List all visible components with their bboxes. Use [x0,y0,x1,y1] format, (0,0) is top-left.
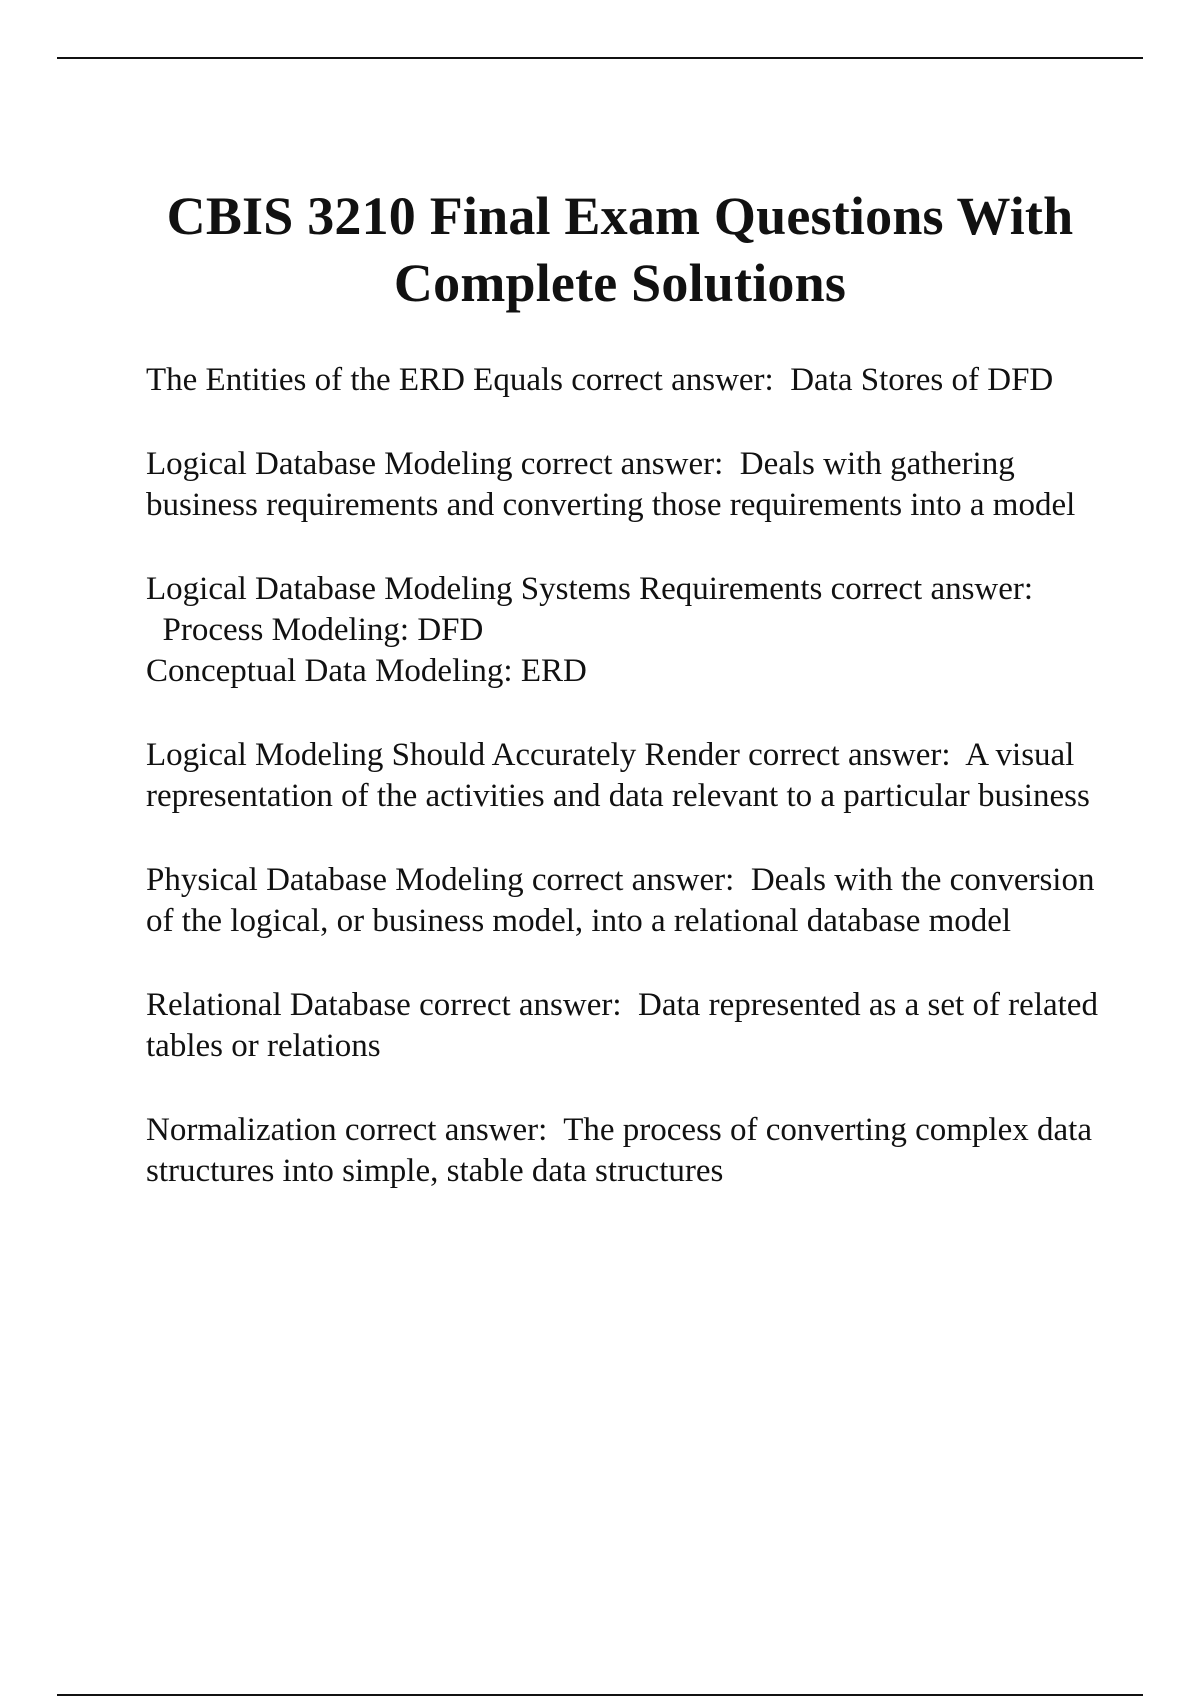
qa-term: Logical Modeling Should Accurately Render [146,737,740,773]
qa-answer: Deals with the conversion of the logical, or business model, into a relational database model [146,862,1095,939]
qa-answer: Deals with gathering business requirements and converting those requirements into a model [146,446,1076,523]
qa-item-normalization [146,1110,1106,1192]
title-line-2: Complete Solutions [393,253,847,313]
qa-item-logical-db-systems-requirements [146,569,1106,692]
qa-answer: Data Stores of DFD [790,362,1054,398]
qa-answer-line-2: Conceptual Data Modeling: ERD [146,653,587,689]
qa-answer-marker: correct answer: [419,987,622,1023]
qa-answer: A visual representation of the activities and data relevant to a particular business [146,737,1090,814]
qa-item-logical-modeling-render [146,735,1106,817]
qa-answer-marker: correct answer: [520,446,724,482]
qa-answer-marker: correct answer: [571,362,774,398]
qa-item-physical-db-modeling [146,860,1106,942]
qa-term: Relational Database [146,987,411,1023]
qa-term: Logical Database Modeling Systems Requirements [146,571,823,607]
qa-term: Physical Database Modeling [146,862,524,898]
qa-answer: Data represented as a set of related tables or relations [146,987,1098,1064]
top-rule [57,57,1143,59]
qa-answer-marker: correct answer: [830,571,1034,607]
qa-term: Logical Database Modeling [146,446,513,482]
qa-answer-marker: correct answer: [344,1112,548,1148]
qa-item-erd-entities [146,360,1106,401]
qa-term: The Entities of the ERD Equals [146,362,563,398]
qa-answer-marker: correct answer: [531,862,735,898]
document-title [100,183,1140,317]
title-line-1: CBIS 3210 Final Exam Questions With [166,186,1074,246]
qa-answer-marker: correct answer: [748,737,951,773]
qa-answer: The process of converting complex data structures into simple, stable data structures [146,1112,1092,1189]
bottom-rule [57,1694,1143,1696]
qa-answer-line-1: Process Modeling: DFD [162,612,484,648]
qa-item-logical-db-modeling [146,444,1106,526]
qa-term: Normalization [146,1112,337,1148]
qa-list [146,360,1106,1235]
qa-item-relational-database [146,985,1106,1067]
